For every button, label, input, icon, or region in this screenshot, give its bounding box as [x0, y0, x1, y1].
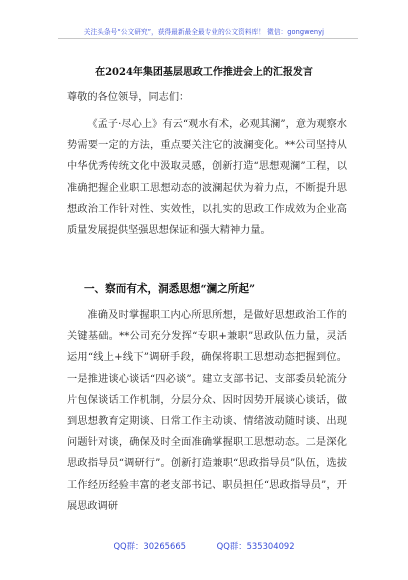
body-paragraph-2: 准确及时掌握职工内心所思所想，是做好思想政治工作的关键基础。**公司充分发挥“专职+兼职”思政队伍力量，灵活运用“线上+线下”调研手段，确保将职工思想动态把握到位。一是推进谈心谈话“四必谈”。建立支部书记、支部委员轮流分片包保谈话工作机制，分层分众、因时因势开展谈心谈话，做到思想教育定期谈、日常工作主动谈、情绪波动随时谈、出现问题针对谈，确保及时全面准确掌握职工思想动态。二是深化思政指导员“调研行”。创新打造兼职“思政指导员”队伍，选拔工作经历经验丰富的老支部书记、职员担任“思政指导员”，开展思政调研	[67, 310, 347, 512]
footer-contacts	[0, 540, 408, 552]
header-banner: 关注头条号“公文研究”，获得最新最全最专业的公文资料库！ 微信：gongwenyj	[83, 28, 325, 36]
footer-qq-group-1: QQ群：30265665	[113, 541, 186, 551]
header-divider	[58, 38, 358, 39]
section-heading-1: 一、察而有术，洞悉思想“澜之所起”	[83, 283, 256, 295]
body-paragraph-1: 《孟子·尽心上》有云“观水有术，必观其澜”，意为观察水势需要一定的方法，重点要关注它的波澜变化。**公司坚持从中华优秀传统文化中汲取灵感，创新打造“思想观澜”工程，以准确把握企业职工思想动态的波澜起伏为着力点，不断提升思想政治工作针对性、实效性，以扎实的思政工作成效为企业高质量发展提供坚强思想保证和强大精神力量。	[67, 119, 347, 237]
salutation: 尊敬的各位领导，同志们：	[67, 92, 190, 103]
document-title: 在2024年集团基层思政工作推进会上的汇报发言	[95, 67, 313, 78]
footer-qq-group-2: QQ群：535304092	[216, 541, 295, 551]
